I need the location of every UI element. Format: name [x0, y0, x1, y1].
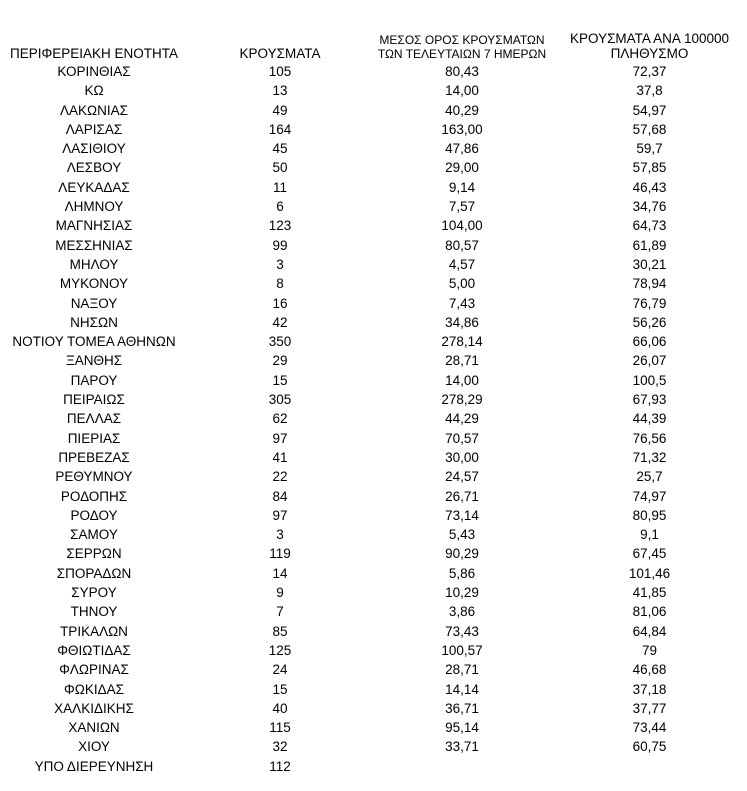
table-row [0, 544, 747, 563]
rate-cell: 78,94 [632, 276, 667, 292]
cases-cell: 22 [272, 469, 288, 485]
cases-cell: 13 [272, 83, 288, 99]
table-row [0, 525, 747, 544]
avg-cell: 163,00 [441, 121, 483, 137]
table-row [0, 139, 747, 158]
table-row [0, 409, 747, 428]
table-row [0, 313, 747, 332]
table-row [0, 351, 747, 370]
rate-cell: 9,1 [640, 527, 659, 543]
rate-cell: 76,56 [632, 430, 667, 446]
avg-cell: 34,86 [445, 314, 479, 330]
cases-cell: 85 [272, 623, 288, 639]
table-row [0, 274, 747, 293]
table-row [0, 583, 747, 602]
avg-cell: 104,00 [441, 218, 483, 234]
avg-cell: 26,71 [445, 488, 479, 504]
cases-cell: 125 [268, 642, 292, 658]
column-header-region [0, 22, 188, 62]
rate-cell: 79 [641, 642, 658, 658]
rate-cell: 30,21 [632, 256, 667, 272]
rate-cell: 37,8 [636, 83, 663, 99]
region-cell: ΦΛΩΡΙΝΑΣ [59, 662, 129, 678]
table-row [0, 506, 747, 525]
region-cell: ΡΕΘΥΜΝΟΥ [55, 469, 133, 485]
table-row [0, 81, 747, 100]
cases-cell: 115 [269, 720, 291, 736]
rate-cell: 26,07 [632, 353, 667, 369]
column-header-cases-label: ΚΡΟΥΣΜΑΤΑ [239, 46, 321, 62]
table-row [0, 622, 747, 641]
region-cell: ΛΗΜΝΟΥ [64, 199, 124, 215]
cases-cell: 62 [272, 411, 288, 427]
table-row [0, 699, 747, 718]
region-cell: ΜΑΓΝΗΣΙΑΣ [55, 218, 133, 234]
table-row [0, 62, 747, 81]
rate-cell: 76,79 [632, 295, 667, 311]
rate-cell: 56,26 [632, 314, 667, 330]
region-cell: ΣΥΡΟΥ [71, 585, 117, 601]
table-row [0, 255, 747, 274]
table-row [0, 294, 747, 313]
region-cell: ΧΑΝΙΩΝ [68, 720, 120, 736]
table-row [0, 197, 747, 216]
rate-cell: 34,76 [632, 199, 667, 215]
rate-cell: 61,89 [632, 237, 667, 253]
table-row [0, 429, 747, 448]
region-cell: ΠΑΡΟΥ [70, 372, 118, 388]
cases-cell: 112 [269, 758, 291, 774]
rate-cell: 57,68 [632, 121, 667, 137]
cases-cell: 29 [272, 353, 288, 369]
table-row [0, 660, 747, 679]
rate-cell: 41,85 [632, 585, 667, 601]
region-cell: ΛΑΚΩΝΙΑΣ [60, 102, 128, 118]
rate-cell: 81,06 [632, 604, 667, 620]
rate-cell: 66,06 [632, 334, 667, 350]
cases-cell: 123 [268, 218, 292, 234]
avg-cell: 278,29 [441, 392, 483, 408]
table-row [0, 120, 747, 139]
avg-cell: 80,43 [445, 64, 479, 79]
table-row [0, 737, 747, 756]
cases-cell: 6 [276, 199, 284, 215]
column-header-region-label: ΠΕΡΙΦΕΡΕΙΑΚΗ ΕΝΟΤΗΤΑ [9, 46, 179, 62]
cases-cell: 84 [272, 488, 288, 504]
rate-cell: 37,77 [632, 700, 667, 716]
region-cell: ΣΑΜΟΥ [70, 527, 118, 543]
rate-cell: 73,44 [632, 720, 667, 736]
rate-cell: 64,84 [632, 623, 667, 639]
rate-cell: 100,5 [632, 372, 667, 388]
table-row [0, 101, 747, 120]
avg-cell: 28,71 [445, 662, 479, 678]
avg-cell: 10,29 [445, 585, 479, 601]
avg-cell: 5,43 [448, 527, 476, 543]
cases-cell: 97 [272, 430, 288, 446]
rate-cell: 67,45 [632, 546, 667, 562]
cases-cell: 24 [272, 662, 288, 678]
table-row [0, 390, 747, 409]
cases-cell: 164 [268, 121, 292, 137]
avg-cell: 7,43 [448, 295, 476, 311]
avg-cell: 278,14 [441, 334, 483, 350]
cases-cell: 11 [272, 179, 287, 195]
table-row [0, 332, 747, 351]
rate-cell: 54,97 [632, 102, 667, 118]
avg-cell: 90,29 [445, 546, 479, 562]
avg-cell: 29,00 [445, 160, 479, 176]
avg-cell: 4,57 [448, 256, 476, 272]
avg-cell [372, 757, 552, 776]
avg-cell: 30,00 [445, 449, 479, 465]
cases-cell: 350 [268, 334, 292, 350]
column-header-rate [552, 22, 747, 62]
table-row [0, 641, 747, 660]
region-cell: ΧΙΟΥ [78, 739, 110, 755]
table-row [0, 178, 747, 197]
region-cell: ΜΕΣΣΗΝΙΑΣ [55, 237, 133, 253]
region-cell: ΦΩΚΙΔΑΣ [64, 681, 124, 697]
rate-cell: 71,32 [632, 449, 667, 465]
cases-cell: 105 [268, 64, 292, 79]
region-cell: ΜΗΛΟΥ [69, 256, 119, 272]
cases-cell: 15 [272, 681, 288, 697]
rate-cell [552, 757, 747, 776]
cases-cell: 7 [276, 604, 284, 620]
cases-cell: 3 [276, 527, 284, 543]
avg-cell: 70,57 [445, 430, 479, 446]
rate-cell: 80,95 [632, 507, 667, 523]
avg-cell: 7,57 [448, 199, 476, 215]
rate-cell: 46,68 [632, 662, 667, 678]
cases-cell: 97 [272, 507, 288, 523]
cases-cell: 16 [272, 295, 288, 311]
avg-cell: 5,86 [448, 565, 476, 581]
region-cell: ΛΕΥΚΑΔΑΣ [58, 179, 130, 195]
region-cell: ΣΠΟΡΑΔΩΝ [56, 565, 132, 581]
table-row [0, 467, 747, 486]
rate-cell: 64,73 [632, 218, 667, 234]
region-cell: ΡΟΔΟΥ [70, 507, 118, 523]
cases-cell: 45 [272, 141, 288, 157]
region-cell: ΞΑΝΘΗΣ [65, 353, 123, 369]
cases-cell: 42 [272, 314, 288, 330]
rate-cell: 67,93 [632, 392, 667, 408]
column-header-avg-line1: ΜΕΣΟΣ ΟΡΟΣ ΚΡΟΥΣΜΑΤΩΝ [379, 33, 545, 48]
rate-cell: 37,18 [632, 681, 667, 697]
region-cell: ΠΙΕΡΙΑΣ [67, 430, 121, 446]
region-cell: ΡΟΔΟΠΗΣ [60, 488, 128, 504]
rate-cell: 46,43 [632, 179, 667, 195]
cases-cell: 9 [276, 585, 284, 601]
avg-cell: 47,86 [445, 141, 479, 157]
avg-cell: 95,14 [445, 720, 479, 736]
avg-cell: 3,86 [448, 604, 476, 620]
cases-cell: 32 [272, 739, 288, 755]
region-cell: ΠΡΕΒΕΖΑΣ [58, 449, 130, 465]
rate-cell: 60,75 [632, 739, 667, 755]
avg-cell: 9,14 [448, 179, 476, 195]
table-row [0, 680, 747, 699]
table-row [0, 216, 747, 235]
cases-cell: 8 [276, 276, 284, 292]
cases-cell: 40 [272, 700, 288, 716]
cases-cell: 119 [269, 546, 291, 562]
avg-cell: 14,00 [445, 372, 479, 388]
avg-cell: 28,71 [445, 353, 479, 369]
cases-cell: 41 [272, 449, 288, 465]
table-header [0, 22, 747, 62]
cases-cell: 49 [272, 102, 288, 118]
table-row [0, 236, 747, 255]
cases-cell: 3 [276, 256, 284, 272]
column-header-rate-line1: ΚΡΟΥΣΜΑΤΑ ΑΝΑ 100000 [570, 30, 729, 46]
rate-cell: 57,85 [632, 160, 667, 176]
region-cell: ΛΕΣΒΟΥ [66, 160, 122, 176]
table-row [0, 718, 747, 737]
table-body [0, 62, 747, 776]
avg-cell: 100,57 [441, 642, 483, 658]
cases-cell: 99 [272, 237, 288, 253]
table-row [0, 371, 747, 390]
avg-cell: 14,14 [445, 681, 479, 697]
avg-cell: 14,00 [445, 83, 479, 99]
avg-cell: 24,57 [445, 469, 479, 485]
column-header-cases [188, 22, 372, 62]
rate-cell: 101,46 [628, 565, 671, 581]
region-cell: ΤΗΝΟΥ [70, 604, 118, 620]
rate-cell: 72,37 [632, 64, 667, 79]
region-cell: ΥΠΟ ΔΙΕΡΕΥΝΗΣΗ [34, 758, 154, 774]
region-cell: ΝΗΣΩΝ [70, 314, 118, 330]
column-header-avg [372, 22, 552, 62]
rate-cell: 59,7 [636, 141, 663, 157]
region-cell: ΚΩ [84, 83, 104, 99]
region-cell: ΧΑΛΚΙΔΙΚΗΣ [54, 700, 134, 716]
table-row [0, 158, 747, 177]
column-header-avg-line2: ΤΩΝ ΤΕΛΕΥΤΑΙΩΝ 7 ΗΜΕΡΩΝ [377, 47, 547, 62]
cases-cell: 15 [272, 372, 288, 388]
region-cell: ΝΟΤΙΟΥ ΤΟΜΕΑ ΑΘΗΝΩΝ [12, 334, 176, 350]
avg-cell: 44,29 [445, 411, 479, 427]
region-cell: ΛΑΣΙΘΙΟΥ [62, 141, 126, 157]
avg-cell: 36,71 [445, 700, 479, 716]
cases-cell: 50 [272, 160, 288, 176]
table-row [0, 564, 747, 583]
table-row [0, 757, 747, 776]
region-cell: ΠΕΙΡΑΙΩΣ [63, 392, 125, 408]
avg-cell: 5,00 [448, 276, 476, 292]
cases-cell: 305 [268, 392, 292, 408]
rate-cell: 44,39 [632, 411, 667, 427]
rate-cell: 25,7 [636, 469, 663, 485]
cases-cell: 14 [272, 565, 288, 581]
table-row [0, 487, 747, 506]
column-header-rate-line2: ΠΛΗΘΥΣΜΟ [610, 46, 689, 62]
rate-cell: 74,97 [632, 488, 667, 504]
avg-cell: 73,14 [445, 507, 479, 523]
region-cell: ΛΑΡΙΣΑΣ [65, 121, 123, 137]
avg-cell: 40,29 [445, 102, 479, 118]
region-cell: ΤΡΙΚΑΛΩΝ [60, 623, 128, 639]
avg-cell: 73,43 [445, 623, 479, 639]
table-row [0, 602, 747, 621]
region-cell: ΜΥΚΟΝΟΥ [59, 276, 129, 292]
region-cell: ΠΕΛΛΑΣ [66, 411, 122, 427]
region-cell: ΚΟΡΙΝΘΙΑΣ [57, 64, 131, 79]
table-row [0, 448, 747, 467]
region-cell: ΝΑΞΟΥ [70, 295, 118, 311]
avg-cell: 80,57 [445, 237, 479, 253]
cases-table [0, 62, 747, 776]
region-cell: ΣΕΡΡΩΝ [66, 546, 122, 562]
avg-cell: 33,71 [445, 739, 479, 755]
region-cell: ΦΘΙΩΤΙΔΑΣ [57, 642, 131, 658]
